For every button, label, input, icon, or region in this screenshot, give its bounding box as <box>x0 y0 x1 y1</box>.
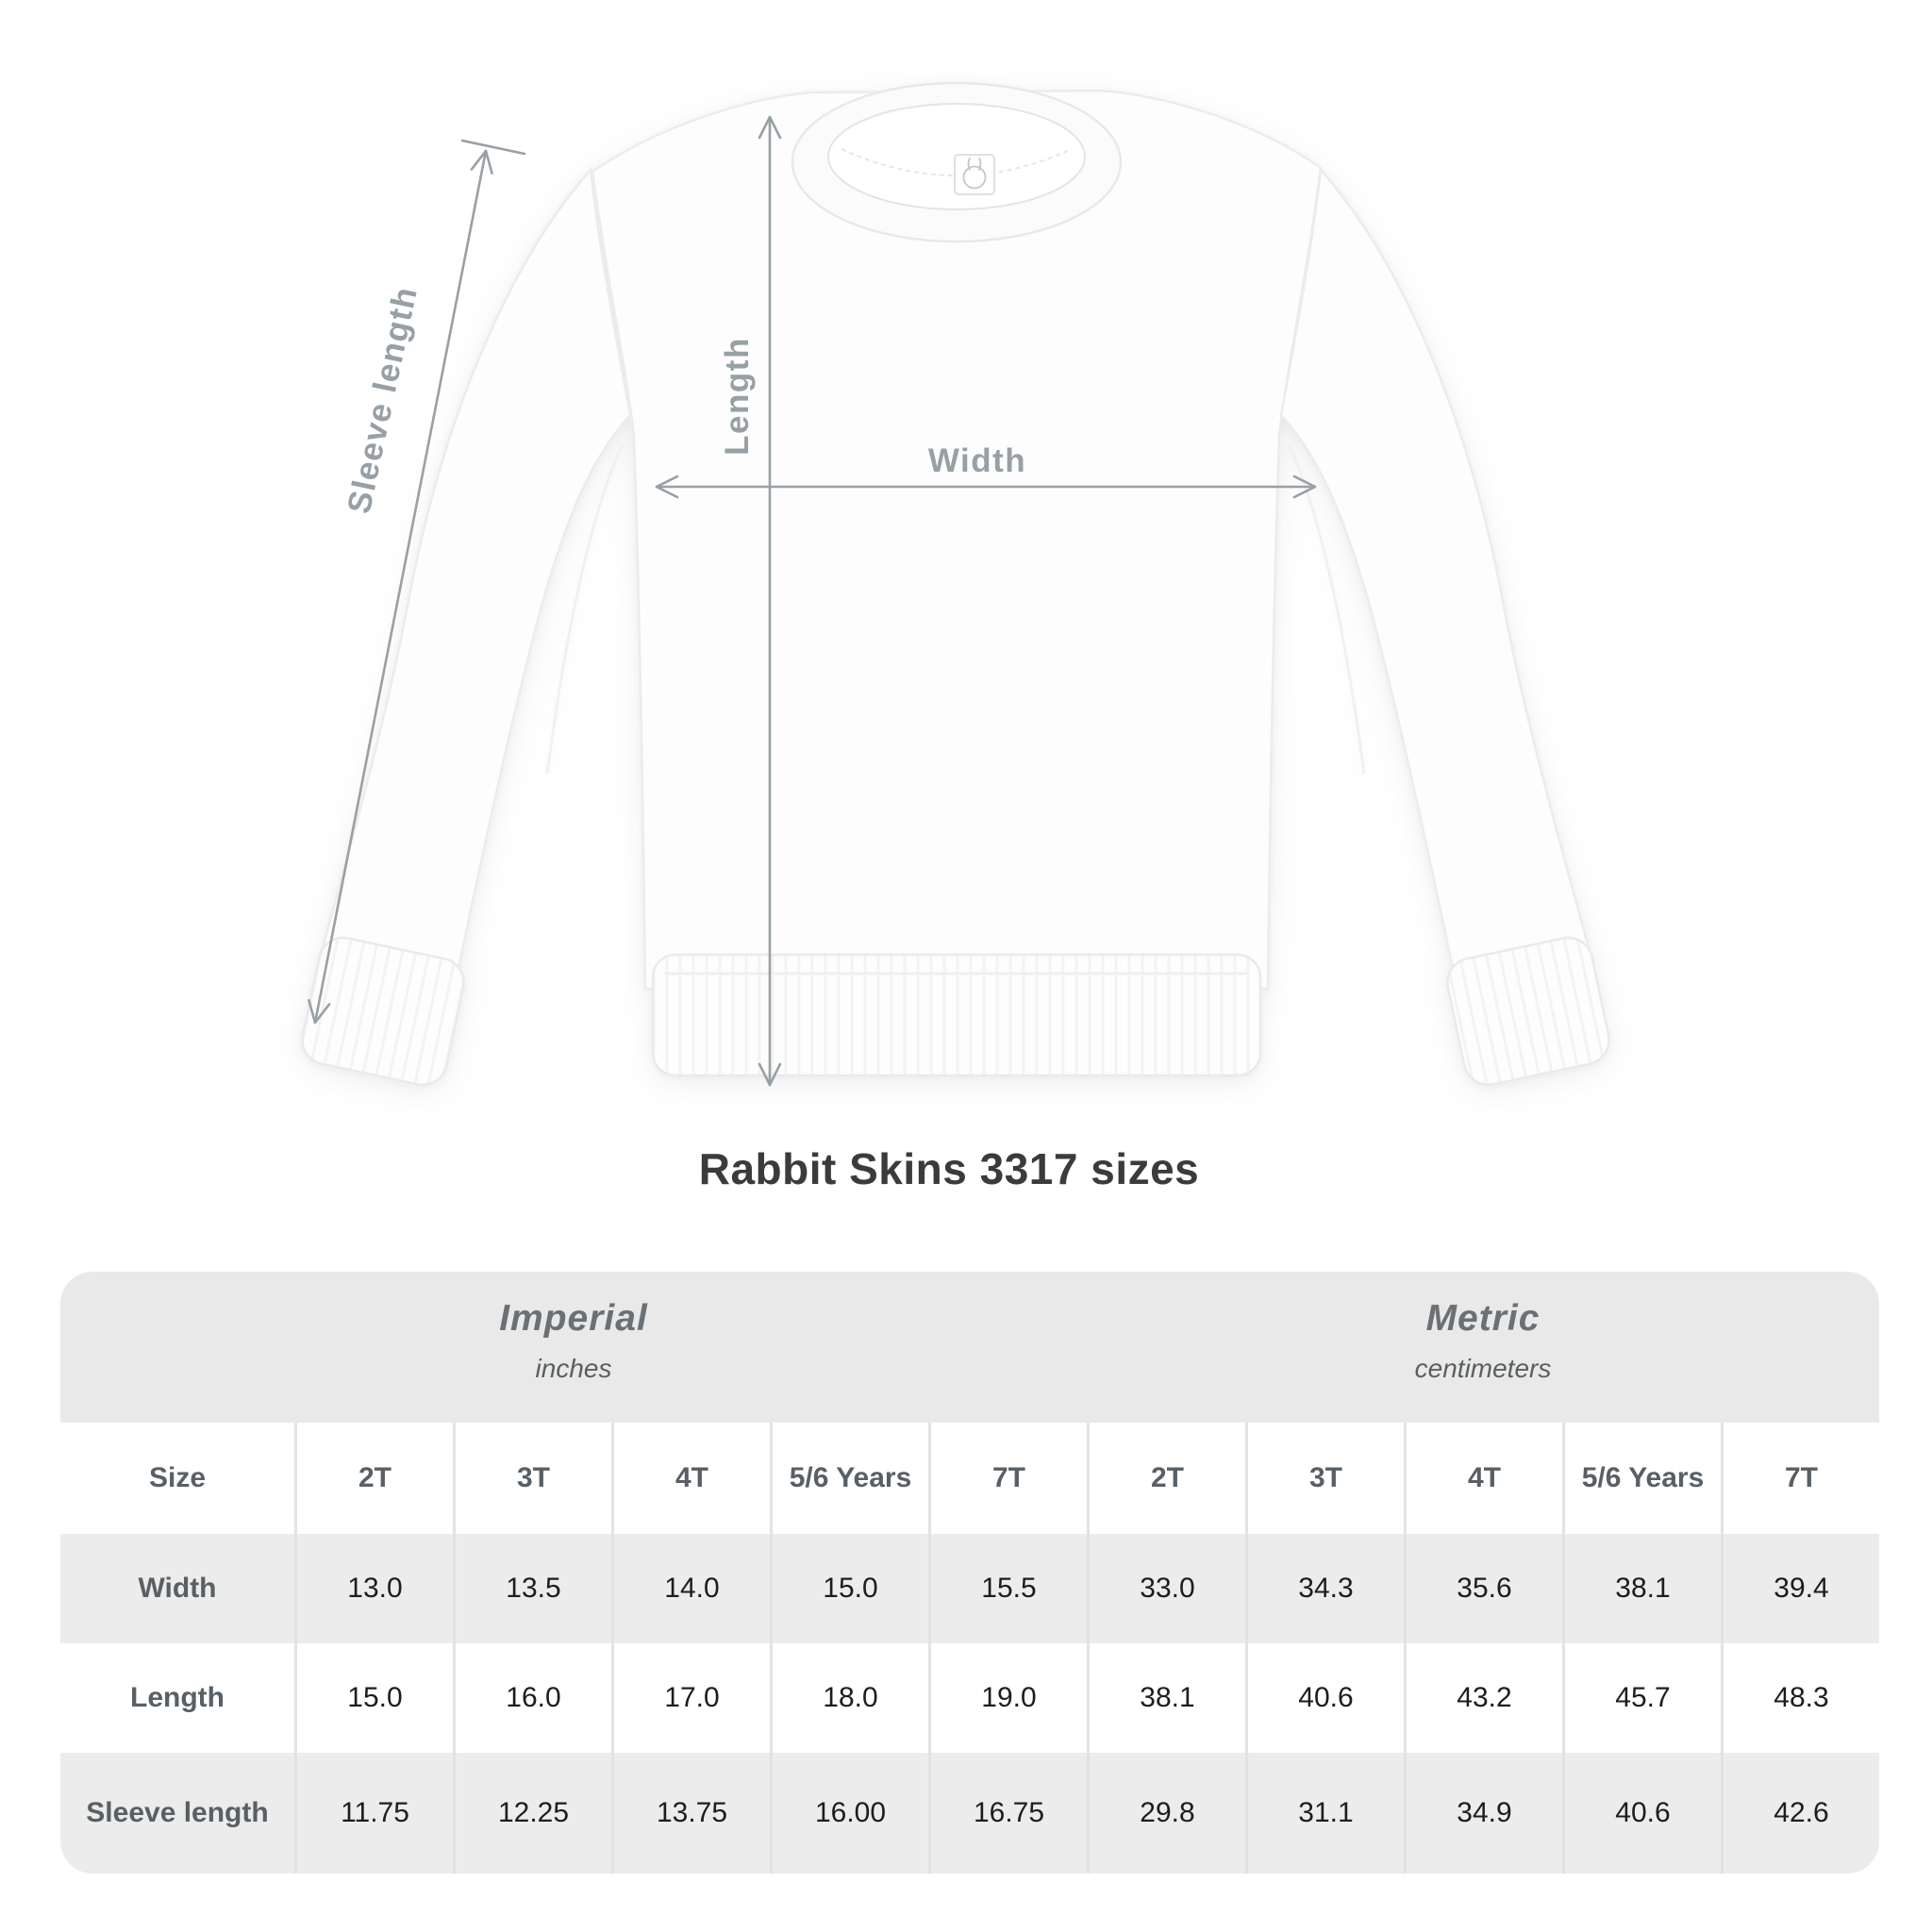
width-value: 13.0 <box>294 1534 453 1643</box>
length-value: 40.6 <box>1245 1643 1404 1753</box>
width-value: 33.0 <box>1087 1534 1245 1643</box>
length-value: 38.1 <box>1087 1643 1245 1753</box>
length-value: 48.3 <box>1721 1643 1879 1753</box>
length-value: 15.0 <box>294 1643 453 1753</box>
width-value: 15.5 <box>928 1534 1087 1643</box>
table-header-row <box>60 1423 1879 1534</box>
sleeve-value: 29.8 <box>1087 1753 1245 1874</box>
metric-heading <box>1415 1298 1552 1384</box>
width-value: 39.4 <box>1721 1534 1879 1643</box>
table-row-sleeve-length <box>60 1753 1879 1874</box>
length-value: 17.0 <box>611 1643 770 1753</box>
table-row-width <box>60 1534 1879 1643</box>
col-header-metric-56y: 5/6 Years <box>1562 1423 1721 1534</box>
sleeve-value: 42.6 <box>1721 1753 1879 1874</box>
sleeve-value: 40.6 <box>1562 1753 1721 1874</box>
col-header-imperial-4t: 4T <box>611 1423 770 1534</box>
width-value: 14.0 <box>611 1534 770 1643</box>
sweatshirt-illustration <box>298 83 1614 1090</box>
sleeve-value: 34.9 <box>1404 1753 1562 1874</box>
sleeve-value: 13.75 <box>611 1753 770 1874</box>
col-header-metric-7t: 7T <box>1721 1423 1879 1534</box>
width-value: 38.1 <box>1562 1534 1721 1643</box>
sleeve-value: 12.25 <box>453 1753 611 1874</box>
col-header-metric-4t: 4T <box>1404 1423 1562 1534</box>
length-value: 45.7 <box>1562 1643 1721 1753</box>
page-title: Rabbit Skins 3317 sizes <box>698 1144 1200 1193</box>
unit-system-band <box>60 1272 1879 1423</box>
width-value: 15.0 <box>770 1534 928 1643</box>
col-header-imperial-56y: 5/6 Years <box>770 1423 928 1534</box>
metric-name: Metric <box>1425 1298 1541 1339</box>
imperial-unit: inches <box>535 1354 612 1383</box>
length-measure-label: Length <box>719 337 756 456</box>
col-header-metric-2t: 2T <box>1087 1423 1245 1534</box>
width-value: 13.5 <box>453 1534 611 1643</box>
sleeve-value: 16.75 <box>928 1753 1087 1874</box>
width-measure-label: Width <box>927 442 1027 479</box>
sleeve-value: 31.1 <box>1245 1753 1404 1874</box>
length-value: 19.0 <box>928 1643 1087 1753</box>
col-header-imperial-2t: 2T <box>294 1423 453 1534</box>
sleeve-arrow-end-tick <box>462 141 525 154</box>
row-label-length: Length <box>130 1682 225 1713</box>
width-value: 35.6 <box>1404 1534 1562 1643</box>
length-value: 43.2 <box>1404 1643 1562 1753</box>
sleeve-length-measure-label: Sleeve length <box>340 282 425 517</box>
sleeve-value: 16.00 <box>770 1753 928 1874</box>
col-header-imperial-3t: 3T <box>453 1423 611 1534</box>
width-value: 34.3 <box>1245 1534 1404 1643</box>
metric-unit: centimeters <box>1414 1354 1552 1383</box>
col-header-metric-3t: 3T <box>1245 1423 1404 1534</box>
size-table <box>60 1272 1879 1874</box>
row-label-width: Width <box>138 1573 217 1604</box>
length-value: 18.0 <box>770 1643 928 1753</box>
col-header-size: Size <box>148 1462 207 1493</box>
imperial-heading <box>499 1298 648 1384</box>
row-label-sleeve-length: Sleeve length <box>86 1797 269 1828</box>
sweatshirt-right-sleeve <box>1281 170 1591 1004</box>
col-header-imperial-7t: 7T <box>928 1423 1087 1534</box>
imperial-name: Imperial <box>499 1298 648 1339</box>
sweatshirt-left-sleeve <box>321 170 630 1004</box>
length-value: 16.0 <box>453 1643 611 1753</box>
table-row-length <box>60 1643 1879 1753</box>
sleeve-value: 11.75 <box>294 1753 453 1874</box>
